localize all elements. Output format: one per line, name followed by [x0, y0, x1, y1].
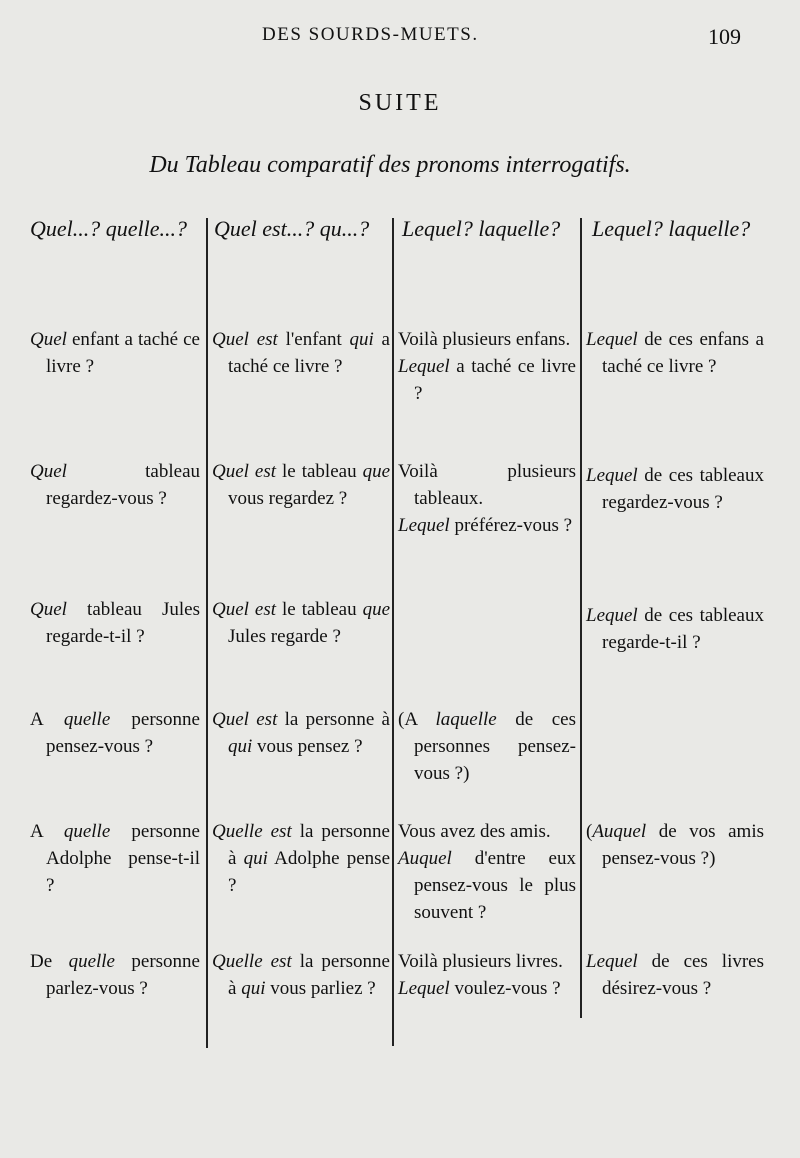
cell-text: la personne à — [228, 821, 390, 869]
statement-text: Voilà plusieurs enfans. — [398, 329, 571, 350]
statement-text: Voilà plusieurs tableaux. — [398, 461, 576, 509]
cell-text: le tableau — [276, 461, 363, 482]
cell-text: (A — [398, 709, 436, 730]
relative-pronoun: qui — [241, 978, 266, 999]
cell-r1-c2 — [212, 326, 390, 380]
interrogative-word: Lequel — [586, 605, 638, 626]
cell-text: de vos amis pensez-vous ?) — [602, 821, 764, 869]
cell-r6-c1 — [30, 948, 200, 1002]
table-subtitle: Du Tableau comparatif des pronoms interrogatifs. — [149, 152, 631, 178]
interrogative-word: quelle — [68, 951, 115, 972]
cell-r3-c4 — [586, 602, 764, 656]
section-title: SUITE — [358, 90, 442, 116]
column-divider-2 — [392, 218, 394, 1046]
statement-text: Vous avez des amis. — [398, 821, 551, 842]
running-header: DES SOURDS-MUETS. — [262, 24, 479, 45]
cell-text: a taché ce livre ? — [414, 356, 576, 404]
cell-r6-c2 — [212, 948, 390, 1002]
cell-text: a taché ce livre ? — [228, 329, 390, 377]
column-header-1: Quel...? quelle...? — [30, 216, 188, 241]
cell-text: ( — [586, 821, 593, 842]
interrogative-word: laquelle — [435, 709, 497, 730]
relative-pronoun: que — [362, 461, 390, 482]
interrogative-word: Quel est — [212, 709, 278, 730]
relative-pronoun: que — [362, 599, 390, 620]
interrogative-word: Auquel — [398, 848, 452, 869]
cell-text: Jules regarde ? — [228, 626, 341, 647]
cell-text: A — [30, 821, 64, 842]
cell-text: de ces tableaux regardez-vous ? — [602, 465, 764, 513]
interrogative-word: Quelle est — [212, 951, 292, 972]
cell-text: l'enfant — [277, 329, 350, 350]
cell-text: d'entre eux pensez-vous le plus souvent ? — [414, 848, 576, 923]
cell-text: personne pensez-vous ? — [46, 709, 200, 757]
cell-text: A — [30, 709, 64, 730]
statement-text: Voilà plusieurs livres. — [398, 951, 563, 972]
cell-r4-c1 — [30, 706, 200, 760]
cell-text: De — [30, 951, 69, 972]
interrogative-word: Quel est — [212, 329, 278, 350]
cell-text: voulez-vous ? — [449, 978, 561, 999]
cell-text: de ces enfans a taché ce livre ? — [602, 329, 764, 377]
cell-r3-c2 — [212, 596, 390, 650]
cell-text: le tableau — [276, 599, 363, 620]
interrogative-word: Quelle est — [212, 821, 292, 842]
cell-r1-c1 — [30, 326, 200, 380]
cell-r2-c3 — [398, 458, 576, 539]
cell-r5-c3 — [398, 818, 576, 926]
cell-r2-c1 — [30, 458, 200, 512]
cell-text: la personne à — [228, 951, 390, 999]
cell-text: de ces tableaux regarde-t-il ? — [602, 605, 764, 653]
cell-r3-c1 — [30, 596, 200, 650]
column-divider-1 — [206, 218, 208, 1048]
relative-pronoun: qui — [349, 329, 374, 350]
interrogative-word: Auquel — [592, 821, 647, 842]
interrogative-word: Quel — [30, 461, 67, 482]
cell-text: de ces personnes pensez-vous ?) — [414, 709, 576, 784]
interrogative-word: Quel — [30, 329, 67, 350]
page-number: 109 — [708, 24, 741, 49]
cell-text: préférez-vous ? — [449, 515, 573, 536]
cell-text: tableau Jules regarde-t-il ? — [46, 599, 200, 647]
interrogative-word: Lequel — [586, 951, 638, 972]
cell-text: la personne à — [277, 709, 390, 730]
column-divider-3 — [580, 218, 582, 1018]
cell-text: vous regardez ? — [228, 488, 348, 509]
cell-r4-c2 — [212, 706, 390, 760]
column-header-4: Lequel? laquelle? — [592, 216, 751, 241]
cell-text: enfant a taché ce livre ? — [46, 329, 200, 377]
cell-text: de ces livres désirez-vous ? — [602, 951, 764, 999]
interrogative-word: Lequel — [398, 356, 450, 377]
cell-text: tableau regardez-vous ? — [46, 461, 200, 509]
column-header-2: Quel est...? qu...? — [214, 216, 370, 241]
relative-pronoun: qui — [243, 848, 268, 869]
interrogative-word: Lequel — [586, 465, 638, 486]
cell-r1-c4 — [586, 326, 764, 380]
cell-text: vous pensez ? — [252, 736, 363, 757]
cell-r1-c3 — [398, 326, 576, 407]
cell-text: personne Adolphe pense-t-il ? — [46, 821, 200, 896]
cell-r4-c3 — [398, 706, 576, 787]
cell-r2-c2 — [212, 458, 390, 512]
cell-r5-c1 — [30, 818, 200, 899]
cell-text: vous parliez ? — [265, 978, 376, 999]
interrogative-word: Lequel — [398, 978, 450, 999]
interrogative-word: Quel — [30, 599, 67, 620]
cell-text: Adolphe pense ? — [228, 848, 390, 896]
cell-r2-c4 — [586, 462, 764, 516]
interrogative-word: Quel est — [212, 599, 277, 620]
cell-r5-c2 — [212, 818, 390, 899]
interrogative-word: Lequel — [398, 515, 450, 536]
cell-text: personne parlez-vous ? — [46, 951, 200, 999]
interrogative-word: quelle — [63, 821, 111, 842]
interrogative-word: Lequel — [586, 329, 638, 350]
relative-pronoun: qui — [228, 736, 253, 757]
cell-r6-c3 — [398, 948, 576, 1002]
column-header-3: Lequel? laquelle? — [402, 216, 561, 241]
cell-r6-c4 — [586, 948, 764, 1002]
interrogative-word: quelle — [63, 709, 111, 730]
interrogative-word: Quel est — [212, 461, 277, 482]
cell-r5-c4 — [586, 818, 764, 872]
